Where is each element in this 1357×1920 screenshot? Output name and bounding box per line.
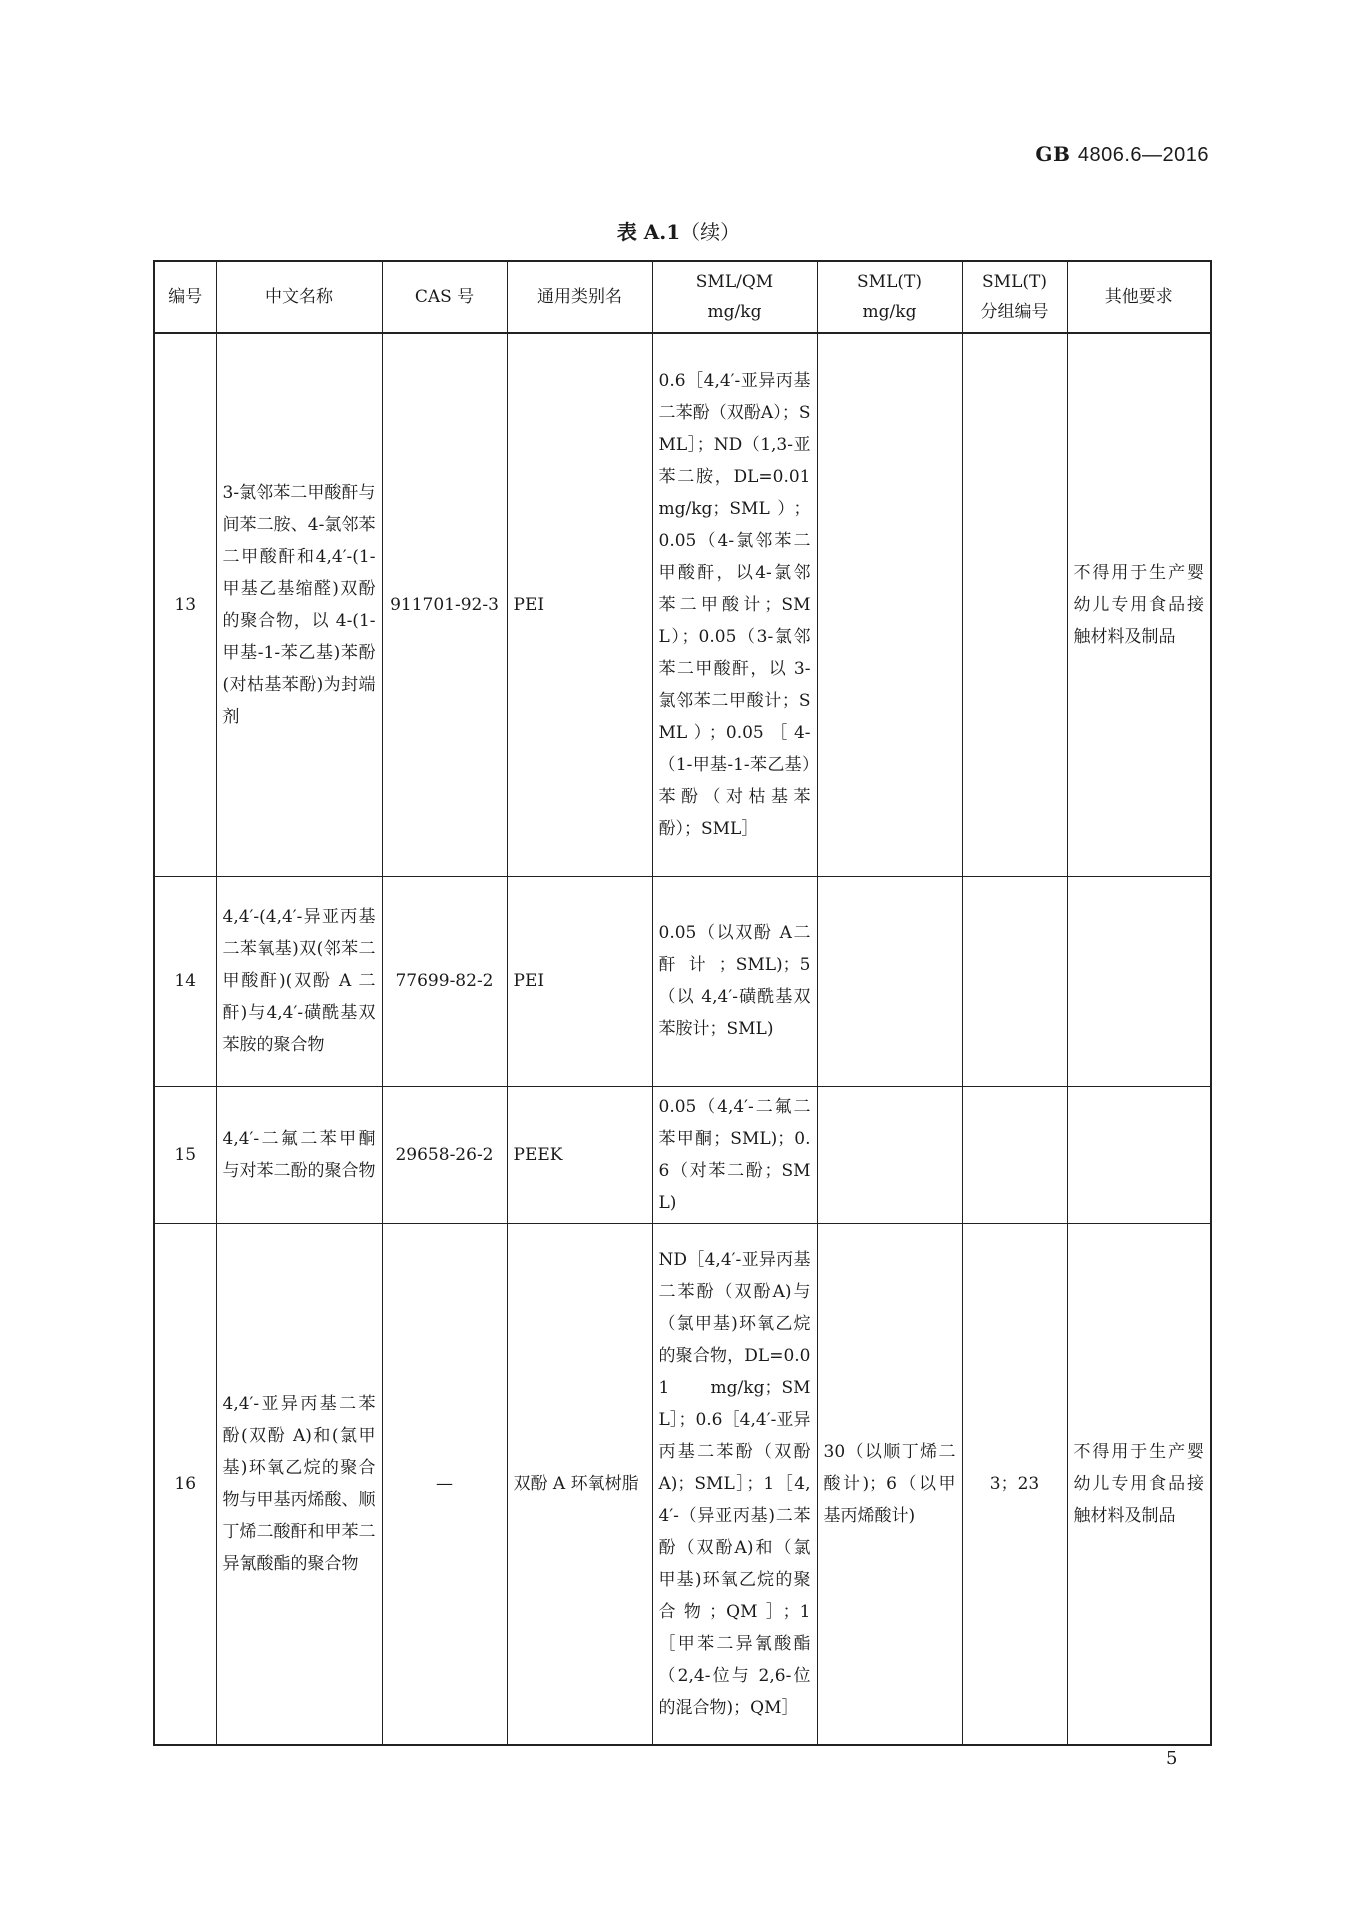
col-header-no: 编号 xyxy=(154,261,216,333)
cell-sml-qm: 0.6［4,4′-亚异丙基二苯酚（双酚A）；SML］；ND（1,3-亚苯二胺，DL=0.01 mg/kg；SML）；0.05（4-氯邻苯二甲酸酐，以4-氯邻苯二甲酸计；SML）；0.05（3-氯邻苯二甲酸酐，以 3-氯邻苯二甲酸计；SML）；0.05［4-（1-甲基-1-苯乙基）苯酚（对枯基苯酚）；SML］ xyxy=(652,333,817,876)
cell-other xyxy=(1067,1086,1211,1223)
cell-name: 4,4′-(4,4′-异亚丙基二苯氧基)双(邻苯二甲酸酐)(双酚 A 二酐)与4,4′-磺酰基双苯胺的聚合物 xyxy=(216,876,382,1086)
col-header-sml-qm-unit: mg/kg xyxy=(707,302,762,322)
cell-name: 3-氯邻苯二甲酸酐与间苯二胺、4-氯邻苯二甲酸酐和4,4′-(1-甲基乙基缩醛)双酚的聚合物，以 4-(1-甲基-1-苯乙基)苯酚(对枯基苯酚)为封端剂 xyxy=(216,333,382,876)
cell-no: 15 xyxy=(154,1086,216,1223)
table-header xyxy=(154,261,1211,333)
cell-name: 4,4′-二氟二苯甲酮与对苯二酚的聚合物 xyxy=(216,1086,382,1223)
cell-category: PEI xyxy=(507,876,652,1086)
cell-other: 不得用于生产婴幼儿专用食品接触材料及制品 xyxy=(1067,333,1211,876)
cell-cas: 77699-82-2 xyxy=(382,876,507,1086)
col-header-cas: CAS 号 xyxy=(382,261,507,333)
table-row xyxy=(154,1086,1211,1223)
table-row xyxy=(154,876,1211,1086)
cell-sml-qm: 0.05（以双酚 A二酐计；SML)；5（以 4,4′-磺酰基双苯胺计；SML) xyxy=(652,876,817,1086)
cell-category: PEI xyxy=(507,333,652,876)
cell-no: 16 xyxy=(154,1223,216,1745)
col-header-sml-qm-label: SML/QM xyxy=(695,272,774,292)
col-header-sml-t-group-label: SML(T) xyxy=(982,272,1047,292)
col-header-sml-t-unit: mg/kg xyxy=(862,302,917,322)
standard-code xyxy=(1035,142,1209,167)
table-row xyxy=(154,1223,1211,1745)
cell-sml-qm: ND［4,4′-亚异丙基二苯酚（双酚A)与（氯甲基)环氧乙烷的聚合物，DL=0.01 mg/kg；SML］；0.6［4,4′-亚异丙基二苯酚（双酚 A)；SML］；1［4,4′-（异亚丙基)二苯酚（双酚A)和（氯甲基)环氧乙烷的聚合物；QM］；1［甲苯二异氰酸酯（2,4-位与 2,6-位的混合物)；QM］ xyxy=(652,1223,817,1745)
cell-sml-t xyxy=(817,1086,962,1223)
cell-sml-t-group xyxy=(962,333,1067,876)
cell-cas: — xyxy=(382,1223,507,1745)
col-header-sml-t-group xyxy=(962,261,1067,333)
col-header-name: 中文名称 xyxy=(216,261,382,333)
cell-category: PEEK xyxy=(507,1086,652,1223)
cell-sml-t xyxy=(817,876,962,1086)
col-header-sml-t-group-sub: 分组编号 xyxy=(980,302,1049,322)
table-title-suffix: （续） xyxy=(680,220,741,244)
standard-prefix: GB xyxy=(1035,142,1071,166)
cell-other: 不得用于生产婴幼儿专用食品接触材料及制品 xyxy=(1067,1223,1211,1745)
cell-cas: 911701-92-3 xyxy=(382,333,507,876)
col-header-sml-qm xyxy=(652,261,817,333)
cell-no: 14 xyxy=(154,876,216,1086)
cell-other xyxy=(1067,876,1211,1086)
cell-sml-t-group xyxy=(962,876,1067,1086)
cell-cas: 29658-26-2 xyxy=(382,1086,507,1223)
col-header-sml-t xyxy=(817,261,962,333)
table-title xyxy=(0,216,1357,245)
cell-category: 双酚 A 环氧树脂 xyxy=(507,1223,652,1745)
cell-sml-t: 30（以顺丁烯二酸计)；6（以甲基丙烯酸计) xyxy=(817,1223,962,1745)
standard-number: 4806.6—2016 xyxy=(1077,144,1209,166)
table-title-main: 表 A.1 xyxy=(616,220,681,244)
page-number: 5 xyxy=(1166,1748,1178,1769)
col-header-sml-t-label: SML(T) xyxy=(857,272,922,292)
cell-sml-t-group xyxy=(962,1086,1067,1223)
cell-sml-qm: 0.05（4,4′-二氟二苯甲酮；SML)；0.6（对苯二酚；SML) xyxy=(652,1086,817,1223)
substance-table xyxy=(153,260,1212,1746)
col-header-other: 其他要求 xyxy=(1067,261,1211,333)
cell-sml-t xyxy=(817,333,962,876)
table-row xyxy=(154,333,1211,876)
cell-no: 13 xyxy=(154,333,216,876)
col-header-category: 通用类别名 xyxy=(507,261,652,333)
cell-name: 4,4′-亚异丙基二苯酚(双酚 A)和(氯甲基)环氧乙烷的聚合物与甲基丙烯酸、顺丁烯二酸酐和甲苯二异氰酸酯的聚合物 xyxy=(216,1223,382,1745)
cell-sml-t-group: 3；23 xyxy=(962,1223,1067,1745)
